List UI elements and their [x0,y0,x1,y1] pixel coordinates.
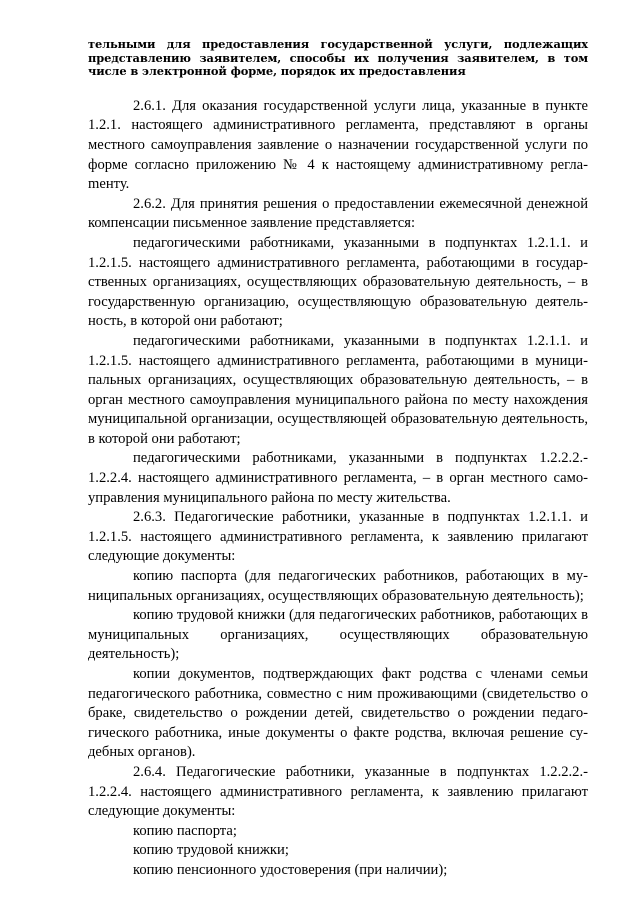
heading-line: числе в электронной форме, порядок их предоставления [88,64,466,79]
list-item: копии документов, подтверждающих факт родства с членами семьи педагогического работника, совместно с ним проживающими (свидетельство о браке, свидетельство о рождении детей, свидетельство о рождении педагогического работника, иные документы о факте родства, включая решение судебных органов). [88,666,588,761]
section-heading [88,38,588,79]
document-page [88,38,588,881]
paragraph-2-6-3: 2.6.3. Педагогические работники, указанные в подпунктах 1.2.1.1. и 1.2.1.5. настоящего административного регламента, к заявлению прилагают следующие документы: [88,509,588,565]
paragraph-2-6-4: 2.6.4. Педагогические работники, указанные в подпунктах 1.2.2.2.- 1.2.2.4. настоящего административного регламента, к заявлению прилагают следующие документы: [88,763,588,820]
list-item: копию трудовой книжки (для педагогических работников, работающих в муниципальных организациях, осуществляющих образовательную деятельность); [88,607,588,663]
heading-line: тельными для предоставления государственной услуги, подлежащих [88,37,588,51]
list-item: педагогическими работниками, указанными в подпунктах 1.2.1.1. и 1.2.1.5. настоящего административного регламента, работающими в муниципальных организациях, осуществляющих образовательную деятельность, – в орган местного самоуправления муниципального района по месту нахождения муниципальной организации, осуществляющей образовательную деятельность, в которой они работают; [88,332,588,447]
paragraph-2-6-2: 2.6.2. Для принятия решения о предоставлении ежемесячной денежной компенсации письменное заявление представляется: [88,195,588,232]
heading-line: представлению заявителем, способы их получения заявителем, в том [88,50,588,65]
paragraph-2-6-1: 2.6.1. Для оказания государственной услуги лица, указанные в пункте 1.2.1. настоящего административного регламента, представляют в органы местного самоуправления заявление о назначении государственной услуги по форме согласно приложению № 4 к настоящему административному реглаmенту. [88,97,588,193]
list-item: копию паспорта; [133,822,237,839]
list-item: копию пенсионного удостоверения (при наличии); [133,861,448,878]
list-item: педагогическими работниками, указанными в подпунктах 1.2.2.2.- 1.2.2.4. настоящего административного регламента, – в орган местного самоуправления муниципального района по месту жительства. [88,450,588,506]
list-item: педагогическими работниками, указанными в подпунктах 1.2.1.1. и 1.2.1.5. настоящего административного регламента, работающими в государственных организациях, осуществляющих образовательную деятельность, – в государственную организацию, осуществляющую образовательную деятельность, в которой они работают; [88,234,588,330]
list-item: копию паспорта (для педагогических работников, работающих в муниципальных организациях, осуществляющих образовательную деятельность); [88,568,588,604]
list-item: копию трудовой книжки; [133,842,289,859]
